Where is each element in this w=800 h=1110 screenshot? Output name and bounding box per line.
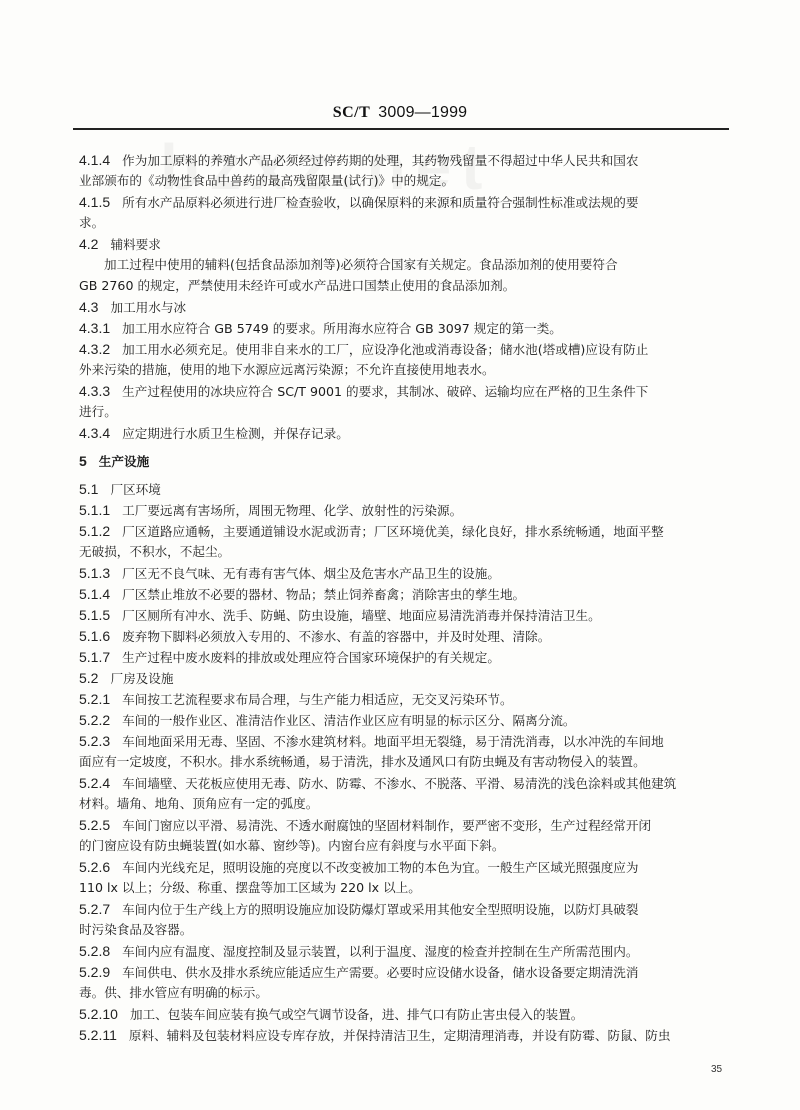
clause-line [79, 565, 500, 582]
clause-number: 4.3 [79, 299, 99, 315]
clause-number: 5.1.2 [79, 523, 111, 539]
clause-line [79, 817, 651, 834]
clause-text: 车间门窗应以平滑、易清洗、不透水耐腐蚀的坚固材料制作，要严密不变形，生产过程经常开闭 [122, 818, 652, 833]
continuation-line [79, 173, 454, 189]
clause-line [79, 943, 638, 960]
clause-line [79, 523, 664, 540]
clause-text: 外来污染的措施，使用的地下水源应远离污染源；不允许直接使用地表水。 [79, 362, 495, 377]
clause-text: 厂区厕所有冲水、洗手、防蝇、防虫设施，墙壁、地面应易清洗消毒并保持清洁卫生。 [122, 608, 601, 623]
clause-line [79, 481, 161, 498]
clause-text: 厂区无不良气味、无有毒有害气体、烟尘及危害水产品卫生的设施。 [122, 566, 500, 581]
clause-text: 的门窗应设有防虫蝇装置(如水幕、窗纱等)。内窗台应有斜度与水平面下斜。 [79, 838, 505, 853]
continuation-line [79, 215, 104, 231]
clause-text: 时污染食品及容器。 [79, 922, 193, 937]
clause-line [79, 712, 576, 729]
clause-text: 车间的一般作业区、准清洁作业区、清洁作业区应有明显的标示区分、隔离分流。 [122, 713, 576, 728]
clause-text: 材料。墙角、地角、顶角应有一定的弧度。 [79, 796, 319, 811]
continuation-line [104, 257, 618, 273]
clause-number: 5.2.7 [79, 901, 111, 917]
clause-line [79, 628, 550, 645]
clause-text: 加工用水与冰 [110, 300, 187, 315]
clause-number: 4.3.1 [79, 320, 111, 336]
clause-line [79, 383, 648, 400]
clause-text: 面应有一定坡度，不积水。排水系统畅通，易于清洗，排水及通风口有防虫蝇及有害动物侵入的装置。 [79, 754, 646, 769]
continuation-line [79, 544, 230, 560]
clause-number: 5.1.1 [79, 502, 111, 518]
clause-text: 厂房及设施 [110, 671, 174, 686]
clause-number: 4.2 [79, 236, 99, 252]
clause-text: 厂区环境 [110, 482, 161, 497]
continuation-line [79, 362, 495, 378]
clause-text: 辅料要求 [110, 237, 161, 252]
clause-text: 车间地面采用无毒、坚固、不渗水建筑材料。地面平坦无裂缝，易于清洗消毒，以水冲洗的车间地 [122, 734, 664, 749]
clause-text: 车间内应有温度、湿度控制及显示装置，以利于温度、湿度的检查并控制在生产所需范围内。 [122, 944, 639, 959]
clause-number: 5.1.4 [79, 586, 111, 602]
clause-number: 5.2.1 [79, 691, 111, 707]
clause-text: 车间内光线充足，照明设施的亮度以不改变被加工物的本色为宜。一般生产区域光照强度应为 [122, 860, 639, 875]
clause-line [79, 901, 638, 918]
clause-text: 业部颁布的《动物性食品中兽药的最高残留限量(试行)》中的规定。 [79, 173, 455, 188]
clause-text: 生产过程中废水废料的排放或处理应符合国家环境保护的有关规定。 [122, 650, 500, 665]
clause-number: 5.1 [79, 481, 99, 497]
clause-text: 车间墙壁、天花板应使用无毒、防水、防霉、不渗水、不脱落、平滑、易清洗的浅色涂料或其他建筑 [122, 776, 677, 791]
continuation-line [79, 404, 117, 420]
clause-number: 5.2.4 [79, 775, 111, 791]
clause-text: 工厂要远离有害场所，周围无物理、化学、放射性的污染源。 [122, 503, 463, 518]
clause-line [79, 299, 186, 316]
clause-line [79, 1027, 670, 1044]
clause-line [79, 586, 525, 603]
clause-text: 加工、包装车间应装有换气或空气调节设备，进、排气口有防止害虫侵入的装置。 [129, 1007, 584, 1022]
clause-text: 生产设施 [98, 454, 150, 469]
clause-number: 5.1.3 [79, 565, 111, 581]
clause-text: 无破损，不积水，不起尘。 [79, 544, 231, 559]
clause-text: 求。 [79, 215, 105, 230]
running-header [0, 104, 800, 122]
clause-line [79, 425, 349, 442]
clause-text: 毒。供、排水管应有明确的标示。 [79, 985, 268, 1000]
clause-number: 4.3.2 [79, 341, 111, 357]
continuation-line [79, 985, 268, 1001]
clause-line [79, 649, 500, 666]
clause-number: 5.2.8 [79, 943, 111, 959]
clause-text: 加工用水必须充足。使用非自来水的工厂，应设净化池或消毒设备；储水池(塔或槽)应设有防止 [122, 342, 649, 357]
clause-text: 生产过程使用的冰块应符合 SC/T 9001 的要求，其制冰、破碎、运输均应在严格的卫生条件下 [122, 384, 649, 399]
continuation-line [79, 838, 504, 854]
clause-number: 4.3.4 [79, 425, 111, 441]
clause-line [79, 502, 462, 519]
clause-number: 5.2.3 [79, 733, 111, 749]
continuation-line [79, 278, 515, 294]
clause-line [79, 236, 161, 253]
clause-line [79, 733, 664, 750]
clause-line [79, 670, 173, 687]
continuation-line [79, 922, 192, 938]
clause-number: 5 [79, 453, 87, 469]
clause-text: GB 2760 的规定，严禁使用未经许可或水产品进口国禁止使用的食品添加剂。 [79, 278, 516, 293]
clause-number: 5.2.11 [79, 1027, 117, 1043]
clause-line [79, 607, 601, 624]
clause-text: 车间按工艺流程要求布局合理，与生产能力相适应，无交叉污染环节。 [122, 692, 513, 707]
clause-line [79, 453, 149, 470]
clause-line [79, 320, 562, 337]
clause-number: 4.1.5 [79, 194, 111, 210]
clause-number: 5.2.6 [79, 859, 111, 875]
clause-text: 废弃物下脚料必须放入专用的、不渗水、有盖的容器中，并及时处理、清除。 [122, 629, 551, 644]
clause-number: 5.2.9 [79, 964, 111, 980]
clause-number: 5.1.5 [79, 607, 111, 623]
standard-code: SC/T [332, 104, 371, 121]
clause-number: 5.2.5 [79, 817, 111, 833]
clause-line [79, 341, 648, 358]
clause-number: 4.3.3 [79, 383, 111, 399]
clause-line [79, 194, 638, 211]
clause-text: 进行。 [79, 404, 117, 419]
continuation-line [79, 880, 421, 896]
clause-line [79, 859, 638, 876]
page-number: 35 [711, 1064, 723, 1075]
clause-line [79, 775, 676, 792]
clause-line [79, 152, 638, 169]
clause-text: 作为加工原料的养殖水产品必须经过停药期的处理，其药物残留量不得超过中华人民共和国农 [122, 153, 639, 168]
clause-text: 厂区禁止堆放不必要的器材、物品；禁止饲养畜禽；消除害虫的孳生地。 [122, 587, 526, 602]
continuation-line [79, 796, 318, 812]
clause-text: 应定期进行水质卫生检测，并保存记录。 [122, 426, 349, 441]
clause-text: 110 lx 以上；分级、称重、摆盘等加工区域为 220 lx 以上。 [79, 880, 421, 895]
clause-text: 所有水产品原料必须进行进厂检查验收，以确保原料的来源和质量符合强制性标准或法规的要 [122, 195, 639, 210]
clause-number: 5.2 [79, 670, 99, 686]
clause-line [79, 691, 513, 708]
clause-text: 加工用水应符合 GB 5749 的要求。所用海水应符合 GB 3097 规定的第一类。 [122, 321, 562, 336]
clause-number: 4.1.4 [79, 152, 111, 168]
standard-number: 3009—1999 [378, 104, 468, 121]
clause-number: 5.2.2 [79, 712, 111, 728]
clause-number: 5.2.10 [79, 1006, 118, 1022]
clause-line [79, 964, 638, 981]
clause-text: 厂区道路应通畅，主要通道铺设水泥或沥青；厂区环境优美，绿化良好，排水系统畅通，地面平整 [122, 524, 664, 539]
clause-number: 5.1.7 [79, 649, 111, 665]
clause-number: 5.1.6 [79, 628, 111, 644]
clause-text: 车间供电、供水及排水系统应能适应生产需要。必要时应设储水设备，储水设备要定期清洗消 [122, 965, 639, 980]
clause-line [79, 1006, 583, 1023]
clause-text: 加工过程中使用的辅料(包括食品添加剂等)必须符合国家有关规定。食品添加剂的使用要符合 [104, 257, 618, 272]
clause-text: 原料、辅料及包装材料应设专库存放，并保持清洁卫生，定期清理消毒，并设有防霉、防鼠、防虫 [128, 1028, 671, 1043]
clause-text: 车间内位于生产线上方的照明设施应加设防爆灯罩或采用其他安全型照明设施，以防灯具破裂 [122, 902, 639, 917]
continuation-line [79, 754, 646, 770]
